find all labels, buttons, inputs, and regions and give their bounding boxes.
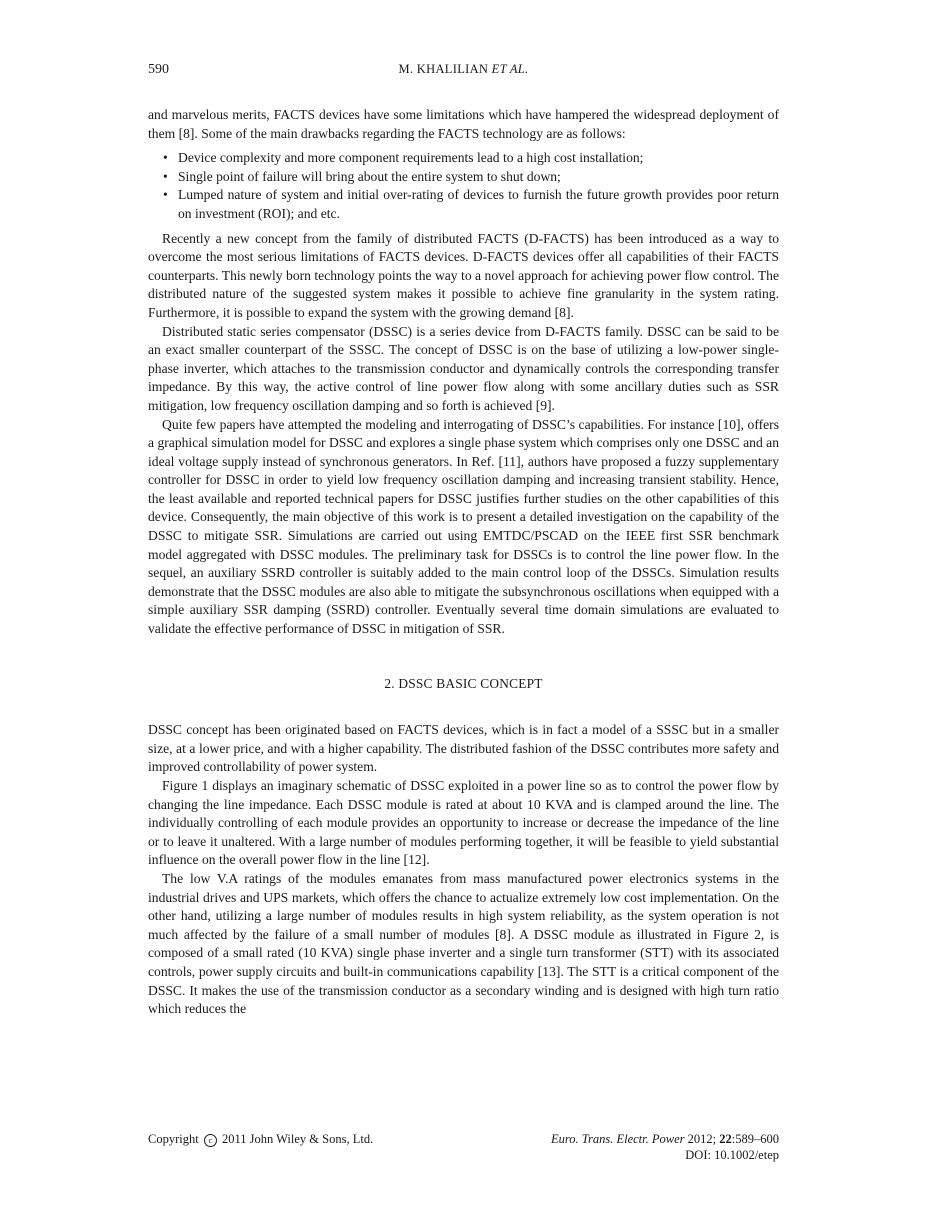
copyright-text: 2011 John Wiley & Sons, Ltd.: [221, 1132, 374, 1146]
bullet-icon: •: [163, 168, 168, 184]
paragraph-dssc-definition: Distributed static series compensator (DSSC) is a series device from D-FACTS family. DSSC can be said to be an exact smaller counterpart of the SSSC. The concept of DSSC is on the base of utilizing a low-power single-phase inverter, which attaches to the transmission conductor and dynamically controls the corresponding transfer impedance. By this way, the active control of line power flow along with some ancillary duties such as SSR mitigation, low frequency oscillation damping and so forth is achieved [9].: [148, 323, 779, 413]
paragraph-dfacts: Recently a new concept from the family of distributed FACTS (D-FACTS) has been introduced as a way to overcome the most serious limitations of FACTS devices. D-FACTS devices offer all capabilities of their FACTS counterparts. This newly born technology points the way to a novel approach for achieving power flow control. The distributed nature of the suggested system makes it possible to achieve fine granularity in the system rating. Furthermore, it is possible to expand the system with the growing demand [8].: [148, 230, 779, 320]
list-item-text: Device complexity and more component requirements lead to a high cost installation;: [178, 150, 644, 166]
running-head-etal: ET AL.: [491, 62, 529, 76]
journal-year: 2012;: [684, 1132, 720, 1146]
paper-page: [148, 0, 779, 1216]
list-item-text: Single point of failure will bring about the entire system to shut down;: [178, 168, 561, 184]
intro-paragraph: and marvelous merits, FACTS devices have some limitations which have hampered the widespread deployment of them [8]. Some of the main drawbacks regarding the FACTS technology are as follows:: [148, 107, 779, 141]
journal-volume: 22: [719, 1132, 732, 1146]
section-heading: 2. DSSC BASIC CONCEPT: [384, 675, 543, 691]
paragraph-module-ratings: The low V.A ratings of the modules emanates from mass manufactured power electronics systems in the industrial drives and UPS markets, which offers the chance to actualize extremely low cost implementation. On the other hand, utilizing a large number of modules results in high system reliability, as the system operation is not much affected by the failure of a small number of modules [8]. A DSSC module as illustrated in Figure 2, is composed of a small rated (10 KVA) single phase inverter and a single turn transformer (STT) with its associated controls, power supply circuits and built-in communications capability [13]. The STT is a critical component of the DSSC. It makes the use of the transmission conductor as a secondary winding and is designed with high turn ratio which reduces the: [148, 870, 779, 1017]
running-head: [148, 62, 779, 77]
paragraph-dssc-concept: DSSC concept has been originated based on FACTS devices, which is in fact a model of a SSSC but in a smaller size, at a lower price, and with a higher capability. The distributed fashion of the DSSC contributes more safety and improved controllability of power system.: [148, 722, 779, 775]
paragraph-figure1: Figure 1 displays an imaginary schematic of DSSC exploited in a power line so as to control the power flow by changing the line impedance. Each DSSC module is rated at about 10 KVA and is clamped around the line. The individually controlling of each module provides an opportunity to increase or decrease the impedance of the line or to leave it unaltered. With a large number of modules performing together, it will be feasible to yield substantial influence on the overall power flow in the line [12].: [148, 778, 779, 868]
doi: DOI: 10.1002/etep: [685, 1148, 779, 1162]
drawbacks-list: [148, 149, 779, 223]
list-item-text: Lumped nature of system and initial over-rating of devices to furnish the future growth provides poor return on investment (ROI); and etc.: [178, 187, 779, 221]
copyright-icon: c: [204, 1134, 217, 1147]
list-item: [163, 168, 779, 187]
list-item: [163, 149, 779, 168]
page-header: [148, 62, 779, 80]
page-number: 590: [148, 62, 169, 77]
bullet-icon: •: [163, 187, 168, 203]
journal-name: Euro. Trans. Electr. Power: [550, 1132, 685, 1146]
bullet-icon: •: [163, 150, 168, 166]
list-item: [163, 186, 779, 223]
journal-citation: [551, 1131, 779, 1163]
running-head-authors: M. KHALILIAN: [398, 62, 492, 76]
copyright-notice: [148, 1131, 373, 1147]
paragraph-literature-review: Quite few papers have attempted the modeling and interrogating of DSSC’s capabilities. For instance [10], offers a graphical simulation model for DSSC and explores a single phase system which comprises only one DSSC and an ideal voltage supply instead of synchronous generators. In Ref. [11], authors have proposed a fuzzy supplementary controller for DSSC in order to yield low frequency oscillation damping and increasing transient stability. Hence, the least available and reported technical papers for DSSC justifies further studies on the other capabilities of this device. Consequently, the main objective of this work is to present a detailed investigation on the capability of the DSSC to mitigate SSR. Simulations are carried out using EMTDC/PSCAD on the IEEE first SSR benchmark model aggregated with DSSC modules. The preliminary task for DSSCs is to control the line power flow. In the sequel, an auxiliary SSRD controller is suitably added to the main control loop of the DSSCs. Simulation results demonstrate that the DSSC modules are also able to mitigate the subsynchronous oscillations when equipped with a simple auxiliary SSR damping (SSRD) controller. Eventually several time domain simulations are evaluated to validate the effective performance of DSSC in mitigation of SSR.: [148, 416, 779, 637]
journal-pages: :589–600: [731, 1132, 779, 1146]
copyright-prefix: Copyright: [148, 1132, 199, 1146]
page-body: [148, 106, 779, 1019]
citation-line: [551, 1131, 779, 1147]
